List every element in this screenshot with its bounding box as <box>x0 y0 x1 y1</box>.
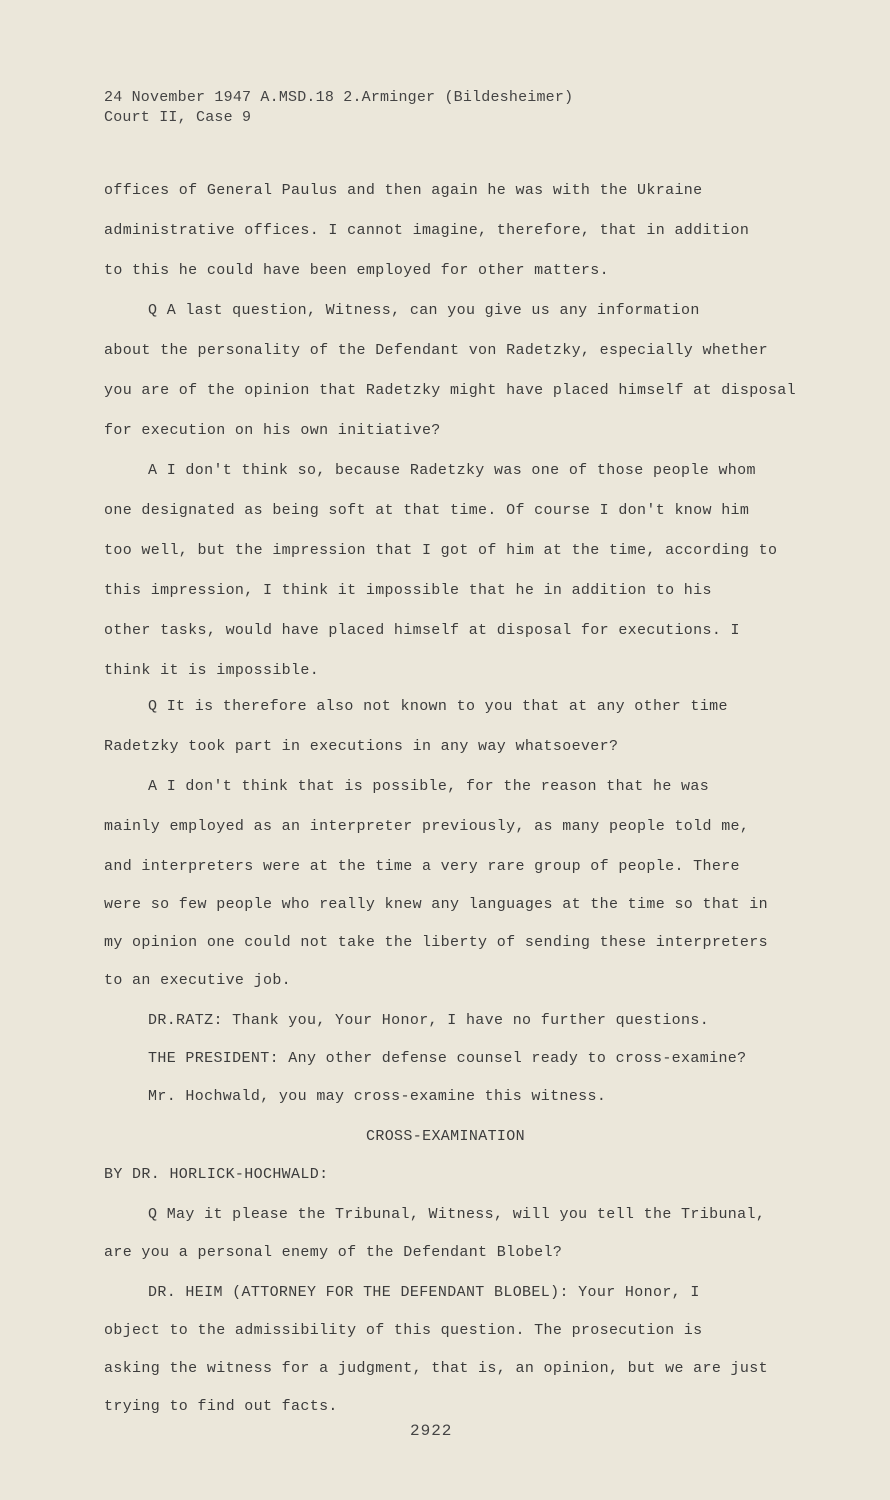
text-line: too well, but the impression that I got of him at the time, according to <box>104 542 778 559</box>
text-line: about the personality of the Defendant von Radetzky, especially whether <box>104 342 768 359</box>
speaker-line: DR. HEIM (ATTORNEY FOR THE DEFENDANT BLOBEL): Your Honor, I <box>148 1284 700 1301</box>
text-line: other tasks, would have placed himself at disposal for executions. I <box>104 622 740 639</box>
text-line: administrative offices. I cannot imagine, therefore, that in addition <box>104 222 750 239</box>
text-line: object to the admissibility of this question. The prosecution is <box>104 1322 703 1339</box>
question-line: Q A last question, Witness, can you give us any information <box>148 302 700 319</box>
text-line: my opinion one could not take the liberty of sending these interpreters <box>104 934 768 951</box>
speaker-line: DR.RATZ: Thank you, Your Honor, I have no further questions. <box>148 1012 710 1029</box>
section-heading: CROSS-EXAMINATION <box>366 1128 525 1145</box>
header-court-line: Court II, Case 9 <box>104 109 252 126</box>
text-line: were so few people who really knew any languages at the time so that in <box>104 896 768 913</box>
page-number: 2922 <box>410 1422 453 1440</box>
text-line: to an executive job. <box>104 972 292 989</box>
header-date-line: 24 November 1947 A.MSD.18 2.Arminger (Bildesheimer) <box>104 89 574 106</box>
document-header <box>104 88 573 128</box>
speaker-line: Mr. Hochwald, you may cross-examine this witness. <box>148 1088 607 1105</box>
answer-line: A I don't think that is possible, for the reason that he was <box>148 778 710 795</box>
text-line: asking the witness for a judgment, that is, an opinion, but we are just <box>104 1360 768 1377</box>
text-line: trying to find out facts. <box>104 1398 338 1415</box>
text-line: offices of General Paulus and then again he was with the Ukraine <box>104 182 703 199</box>
text-line: one designated as being soft at that time. Of course I don't know him <box>104 502 750 519</box>
text-line: think it is impossible. <box>104 662 320 679</box>
text-line: and interpreters were at the time a very rare group of people. There <box>104 858 740 875</box>
text-line: this impression, I think it impossible that he in addition to his <box>104 582 712 599</box>
examiner-line: BY DR. HORLICK-HOCHWALD: <box>104 1166 329 1183</box>
text-line: for execution on his own initiative? <box>104 422 441 439</box>
text-line: are you a personal enemy of the Defendant Blobel? <box>104 1244 563 1261</box>
text-line: you are of the opinion that Radetzky might have placed himself at disposal <box>104 382 797 399</box>
answer-line: A I don't think so, because Radetzky was one of those people whom <box>148 462 756 479</box>
text-line: mainly employed as an interpreter previously, as many people told me, <box>104 818 750 835</box>
text-line: to this he could have been employed for other matters. <box>104 262 609 279</box>
question-line: Q May it please the Tribunal, Witness, will you tell the Tribunal, <box>148 1206 766 1223</box>
question-line: Q It is therefore also not known to you that at any other time <box>148 698 728 715</box>
text-line: Radetzky took part in executions in any way whatsoever? <box>104 738 619 755</box>
speaker-line: THE PRESIDENT: Any other defense counsel ready to cross-examine? <box>148 1050 747 1067</box>
